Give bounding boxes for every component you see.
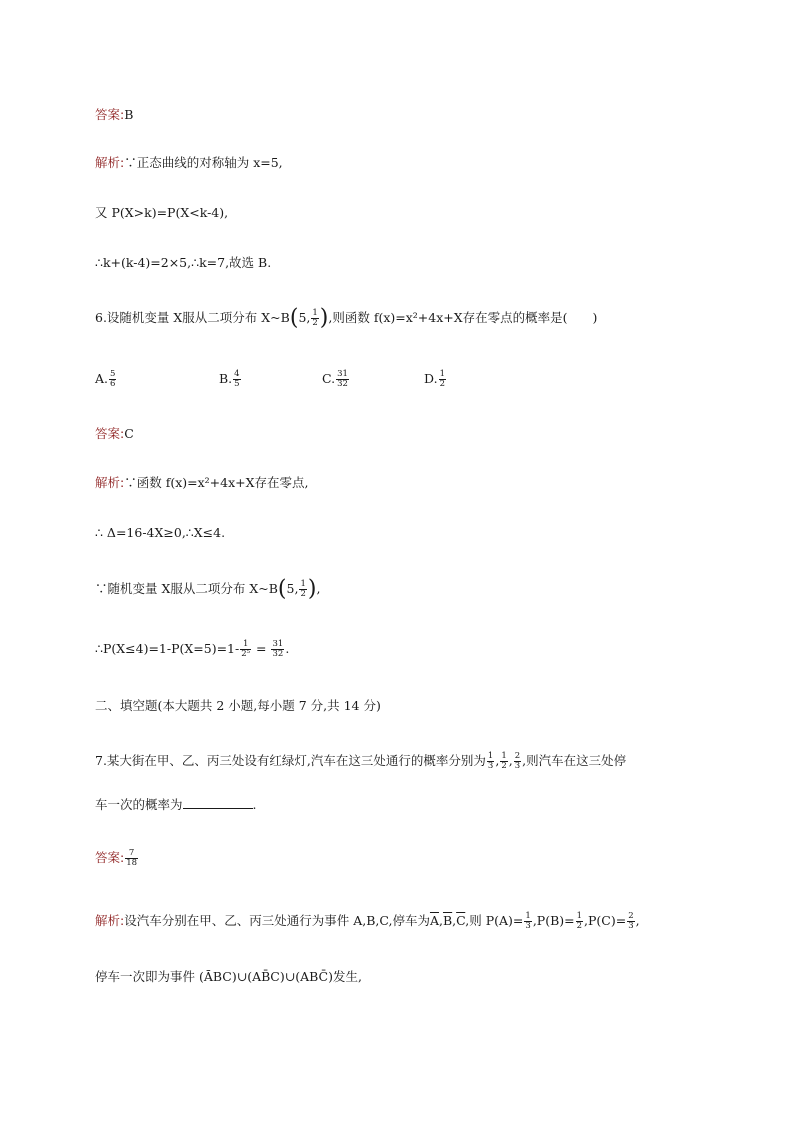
fraction-numerator: 2 (514, 751, 521, 761)
answer-label: 答案: (95, 850, 125, 865)
explanation-6-line-1 (95, 474, 308, 492)
equals-sign: = (252, 641, 271, 656)
paren-close: ) (319, 305, 329, 331)
explanation-text: ,P(B)= (532, 913, 575, 928)
question-7-line-1 (95, 752, 626, 771)
choice-letter: D. (424, 371, 438, 386)
binomial-n: 5, (298, 310, 311, 325)
explanation-text: ∵随机变量 X服从二项分布 X~B (95, 581, 278, 596)
explanation-label: 解析: (95, 155, 125, 170)
punctuation: , (316, 581, 321, 596)
fraction-denominator: 18 (126, 858, 138, 868)
answer-6 (95, 425, 134, 443)
explanation-text: ∴P(X≤4)=1-P(X=5)=1- (95, 641, 240, 656)
fraction-numerator: 1 (240, 640, 251, 650)
choice-letter: B. (219, 371, 233, 386)
fraction-numerator: 1 (576, 911, 583, 921)
fraction (299, 580, 306, 599)
fraction-numerator: 1 (487, 751, 494, 761)
fraction (439, 370, 446, 389)
punctuation: . (285, 641, 290, 656)
explanation-5-line-1 (95, 154, 283, 172)
fraction-numerator: 1 (525, 911, 531, 921)
fraction-numerator: 1 (439, 369, 445, 379)
paren-open: ( (289, 305, 299, 331)
choice-letter: C. (322, 371, 336, 386)
fraction (514, 752, 521, 771)
choice-a (95, 370, 117, 389)
fraction-denominator: 3 (525, 921, 531, 931)
fraction (500, 752, 507, 771)
fraction (336, 370, 349, 389)
fraction-denominator: 32 (272, 649, 284, 659)
choice-d (424, 370, 447, 389)
fraction (576, 912, 583, 931)
question-text: 6.设随机变量 X服从二项分布 X~B (95, 310, 290, 325)
question-text: 7.某大街在甲、乙、丙三处设有红绿灯,汽车在这三处通行的概率分别为 (95, 753, 486, 768)
binomial-n: 5, (286, 581, 299, 596)
answer-5 (95, 106, 133, 124)
punctuation: . (252, 797, 257, 812)
fraction-denominator: 2⁵ (241, 649, 251, 659)
fraction (524, 912, 531, 931)
fraction-denominator: 2 (300, 589, 306, 599)
answer-label: 答案: (95, 107, 125, 122)
fraction-numerator: 31 (272, 639, 284, 649)
fraction (109, 370, 116, 389)
explanation-text: ,则 P(A)= (465, 913, 524, 928)
explanation-6-line-3 (95, 576, 321, 602)
explanation-text: ∵正态曲线的对称轴为 x=5, (124, 155, 283, 170)
answer-label: 答案: (95, 426, 125, 441)
explanation-text: ∵函数 f(x)=x²+4x+X存在零点, (124, 475, 309, 490)
question-text: 车一次的概率为 (95, 797, 183, 812)
fraction (233, 370, 240, 389)
punctuation: , (495, 753, 500, 768)
fraction-denominator: 5 (234, 379, 240, 389)
explanation-text: 设汽车分别在甲、乙、丙三处通行为事件 A,B,C,停车为 (124, 913, 430, 928)
fraction-denominator: 3 (628, 921, 634, 931)
answer-value: B (124, 107, 134, 122)
explanation-6-line-4 (95, 640, 289, 659)
question-text-post: ,则汽车在这三处停 (522, 753, 627, 768)
fraction (627, 912, 634, 931)
explanation-text: ,P(C)= (584, 913, 627, 928)
explanation-label: 解析: (95, 913, 125, 928)
fraction-denominator: 3 (514, 761, 521, 771)
fraction-denominator: 2 (439, 379, 445, 389)
fraction-numerator: 31 (337, 369, 348, 379)
section-heading: 二、填空题(本大题共 2 小题,每小题 7 分,共 14 分) (95, 698, 381, 713)
fraction (125, 849, 138, 868)
explanation-5-line-2: 又 P(X>k)=P(X<k-4), (95, 205, 229, 220)
answer-7 (95, 849, 139, 868)
answer-blank (183, 796, 253, 809)
explanation-6-line-2: ∴ Δ=16-4X≥0,∴X≤4. (95, 525, 226, 540)
explanation-7-line-2: 停车一次即为事件 (ĀBC)∪(AB̄C)∪(ABC̄)发生, (95, 969, 362, 984)
explanation-7-line-1: 解析:设汽车分别在甲、乙、丙三处通行为事件 A,B,C,停车为$\overline{A},\overline{B},\overline{C}$,则 P(A)= $\frac{1}{3}$ ,P(B)= $\frac{1}{2}$ ,P(C)= $\frac{2}{3}$ , (95, 911, 640, 931)
fraction-denominator: 2 (312, 318, 318, 328)
fraction-numerator: 1 (300, 579, 306, 589)
fraction-numerator: 7 (125, 849, 138, 859)
choice-c (322, 370, 350, 389)
fraction-numerator: 2 (628, 911, 634, 921)
fraction-numerator: 5 (110, 369, 116, 379)
question-text-post: ,则函数 f(x)=x²+4x+X存在零点的概率是( ) (328, 310, 598, 325)
question-7-line-2 (95, 796, 257, 814)
event-complement: $\overline{C}$ (456, 913, 466, 928)
fraction-denominator: 32 (337, 379, 348, 389)
event-complement: $\overline{B}$ (442, 913, 453, 928)
fraction-denominator: 6 (110, 379, 116, 389)
fraction-numerator: 4 (234, 369, 240, 379)
fraction (487, 752, 494, 771)
punctuation: , (635, 913, 640, 928)
punctuation: , (508, 753, 513, 768)
fraction-numerator: 1 (501, 751, 507, 761)
fraction-denominator: 2 (576, 921, 583, 931)
answer-value: C (124, 426, 134, 441)
choice-letter: A. (95, 371, 109, 386)
choice-b (219, 370, 242, 389)
fraction-denominator: 2 (501, 761, 507, 771)
paren-close: ) (307, 576, 317, 602)
fraction (240, 640, 251, 659)
question-6 (95, 305, 598, 331)
event-complement: $\overline{A}$ (429, 913, 439, 928)
explanation-label: 解析: (95, 475, 125, 490)
fraction-denominator: 3 (487, 761, 494, 771)
paren-open: ( (277, 576, 287, 602)
explanation-5-line-3: ∴k+(k-4)=2×5,∴k=7,故选 B. (95, 255, 272, 270)
fraction-numerator: 1 (312, 308, 318, 318)
fraction (311, 309, 318, 328)
fraction (271, 640, 284, 659)
